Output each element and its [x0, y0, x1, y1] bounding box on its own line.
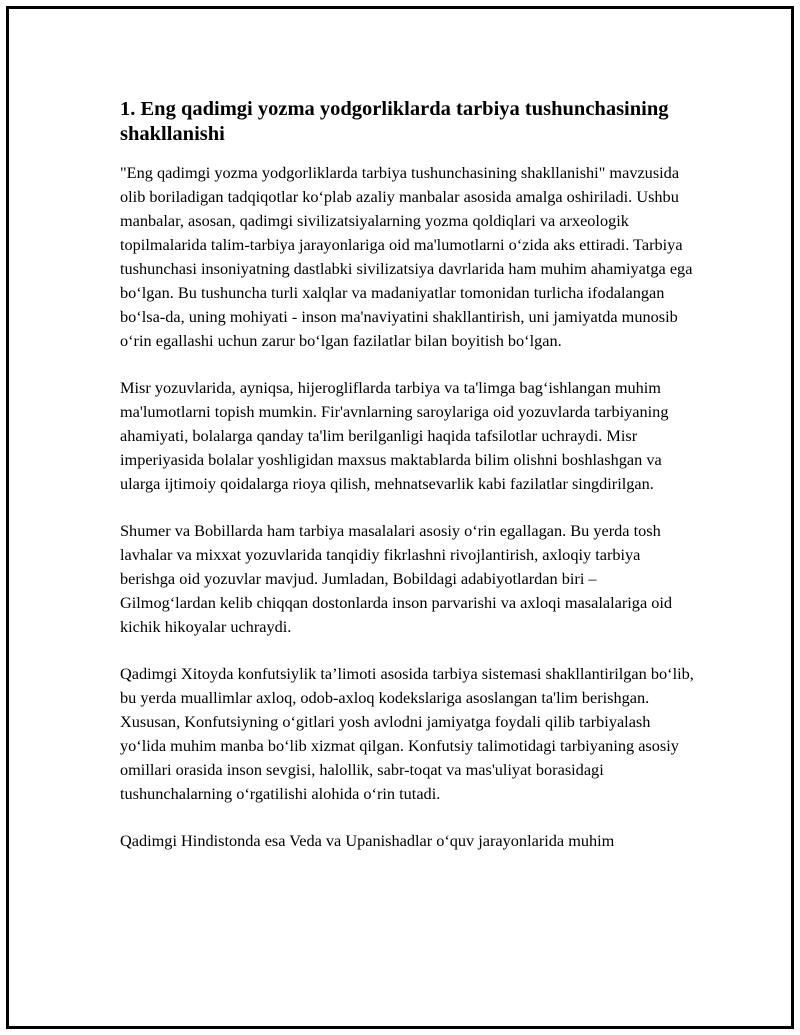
page-frame	[6, 6, 794, 1029]
paragraph: Qadimgi Hindistonda esa Veda va Upanishadlar oʻquv jarayonlarida muhim	[120, 831, 615, 850]
document-body	[120, 97, 695, 876]
paragraph: Shumer va Bobillarda ham tarbiya masalalari asosiy oʻrin egallagan. Bu yerda tosh lavhalar va mixxat yozuvlarida tanqidiy fikrlashni rivojlantirish, axloqiy tarbiya berishga oid yozuvlar mavjud. Jumladan, Bobildagi adabiyotlardan biri – Gilmogʻlardan kelib chiqqan dostonlarda inson parvarishi va axloqi masalalariga oid kichik hikoyalar uchraydi.	[120, 521, 673, 636]
paragraph: Qadimgi Xitoyda konfutsiylik ta’limoti asosida tarbiya sistemasi shakllantirilgan boʻlib, bu yerda muallimlar axloq, odob-axloq kodekslariga asoslangan ta'lim berishgan. Xususan, Konfutsiyning oʻgitlari yosh avlodni jamiyatga foydali qilib tarbiyalash yoʻlida muhim manba boʻlib xizmat qilgan. Konfutsiy talimotidagi tarbiyaning asosiy omillari orasida inson sevgisi, halollik, sabr-toqat va mas'uliyat borasidagi tushunchalarning oʻrgatilishi alohida oʻrin tutadi.	[120, 664, 694, 803]
paragraph: Misr yozuvlarida, ayniqsa, hijerogliflarda tarbiya va ta'limga bagʻishlangan muhim ma'lumotlarni topish mumkin. Fir'avnlarning saroylariga oid yozuvlarda tarbiyaning ahamiyati, bolalarga qanday ta'lim berilganligi haqida tafsilotlar uchraydi. Misr imperiyasida bolalar yoshligidan maxsus maktablarda bilim olishni boshlashgan va ularga ijtimoiy qoidalarga rioya qilish, mehnatsevarlik kabi fazilatlar singdirilgan.	[120, 378, 669, 493]
paragraph: "Eng qadimgi yozma yodgorliklarda tarbiya tushunchasining shakllanishi" mavzusida olib boriladigan tadqiqotlar koʻplab azaliy manbalar asosida amalga oshiriladi. Ushbu manbalar, asosan, qadimgi sivilizatsiyalarning yozma qoldiqlari va arxeologik topilmalarida talim-tarbiya jarayonlariga oid ma'lumotlarni oʻzida aks ettiradi. Tarbiya tushunchasi insoniyatning dastlabki sivilizatsiya davrlarida ham muhim ahamiyatga ega boʻlgan. Bu tushuncha turli xalqlar va madaniyatlar tomonidan turlicha ifodalangan boʻlsa-da, uning mohiyati - inson ma'naviyatini shakllantirish, uni jamiyatda munosib oʻrin egallashi uchun zarur boʻlgan fazilatlar bilan boyitish boʻlgan.	[120, 163, 693, 350]
page-title: 1. Eng qadimgi yozma yodgorliklarda tarbiya tushunchasining shakllanishi	[120, 98, 669, 145]
